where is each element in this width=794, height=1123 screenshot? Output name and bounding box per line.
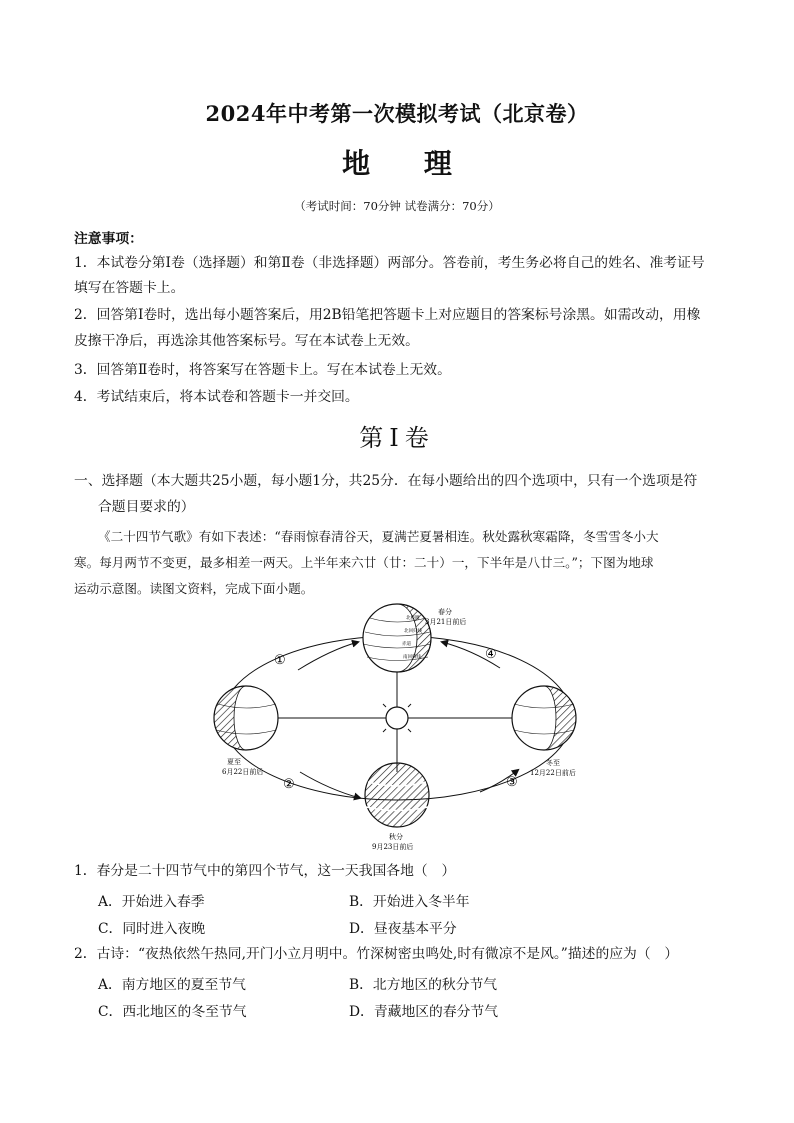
earth-winter-solstice — [512, 686, 576, 750]
material-line: 寒。每月两节不变更，最多相差一两天。上半年来六廿（廿：二十）一，下半年是八廿三。”；下图为地球 — [74, 555, 654, 570]
earth-spring-equinox — [363, 604, 431, 672]
part-instruction-text: 一、选择题（本大题共25小题，每小题1分，共25分．在每小题给出的四个选项中，只有一个选项是符 — [74, 473, 698, 489]
earth-revolution-diagram — [200, 602, 600, 857]
question-option: A．南方地区的夏至节气 — [98, 977, 246, 993]
latitude-label: 赤道 — [402, 642, 411, 647]
question-option: A．开始进入春季 — [98, 894, 205, 910]
latitude-label: 南回归线 — [403, 655, 421, 660]
latitude-label: 北极圈 — [406, 616, 420, 621]
orbit-arrow — [298, 642, 358, 670]
summer-label: 夏至 — [227, 758, 241, 766]
question-stem: 2．古诗：“夜热依然午热同,开门小立月明中。竹深树密虫鸣处,时有微凉不是风。”描述的应为（ ） — [74, 946, 679, 962]
earth-autumn-equinox — [365, 763, 429, 827]
question-stem: 1．春分是二十四节气中的第四个节气，这一天我国各地（ ） — [74, 863, 456, 879]
question-option: C．同时进入夜晚 — [98, 921, 206, 937]
material-line: 《二十四节气歌》有如下表述：“春雨惊春清谷天，夏满芒夏暑相连。秋处露秋寒霜降，冬雪雪冬小大 — [98, 529, 659, 544]
question-option: B．开始进入冬半年 — [349, 894, 470, 910]
notice-line: 2．回答第Ⅰ卷时，选出每小题答案后，用2B铅笔把答题卡上对应题目的答案标号涂黑。如需改动，用橡 — [74, 307, 701, 323]
arrow-number: ① — [274, 653, 286, 668]
summer-date: 6月22日前后 — [222, 768, 264, 776]
section-title: 第Ⅰ卷 — [359, 424, 435, 452]
winter-date: 12月22日前后 — [530, 769, 576, 777]
question-option: B．北方地区的秋分节气 — [349, 977, 498, 993]
arrow-number: ③ — [506, 775, 518, 790]
notice-line: 3．回答第Ⅱ卷时，将答案写在答题卡上。写在本试卷上无效。 — [74, 362, 451, 378]
exam-title: 2024年中考第一次模拟考试（北京卷） — [205, 101, 589, 126]
question-option: D．青藏地区的春分节气 — [349, 1004, 499, 1020]
material-line: 运动示意图。读图文资料，完成下面小题。 — [74, 581, 314, 596]
arrow-number: ② — [283, 777, 295, 792]
part-instruction — [74, 468, 724, 494]
part-instruction-cont: 合题目要求的） — [98, 499, 195, 515]
subject-title: 地 理 — [342, 147, 474, 180]
spring-label: 春分 — [438, 608, 452, 616]
latitude-label: 北回归线 — [404, 629, 422, 634]
spring-date: 3月21日前后 — [425, 618, 467, 626]
notice-line: 1．本试卷分第Ⅰ卷（选择题）和第Ⅱ卷（非选择题）两部分。答卷前，考生务必将自己的姓名、准考证号 — [74, 255, 705, 271]
earth-summer-solstice — [214, 686, 278, 750]
notice-line: 填写在答题卡上。 — [74, 280, 185, 296]
arrow-number: ④ — [485, 647, 497, 662]
notice-line: 4．考试结束后，将本试卷和答题卡一并交回。 — [74, 389, 359, 405]
winter-label: 冬至 — [546, 759, 560, 767]
autumn-date: 9月23日前后 — [372, 843, 414, 851]
notice-heading: 注意事项： — [74, 231, 143, 247]
question-option: D．昼夜基本平分 — [349, 921, 457, 937]
notice-line: 皮擦干净后，再选涂其他答案标号。写在本试卷上无效。 — [74, 333, 419, 349]
autumn-label: 秋分 — [389, 833, 403, 841]
exam-info: （考试时间：70分钟 试卷满分：70分） — [294, 199, 500, 213]
question-option: C．西北地区的冬至节气 — [98, 1004, 247, 1020]
